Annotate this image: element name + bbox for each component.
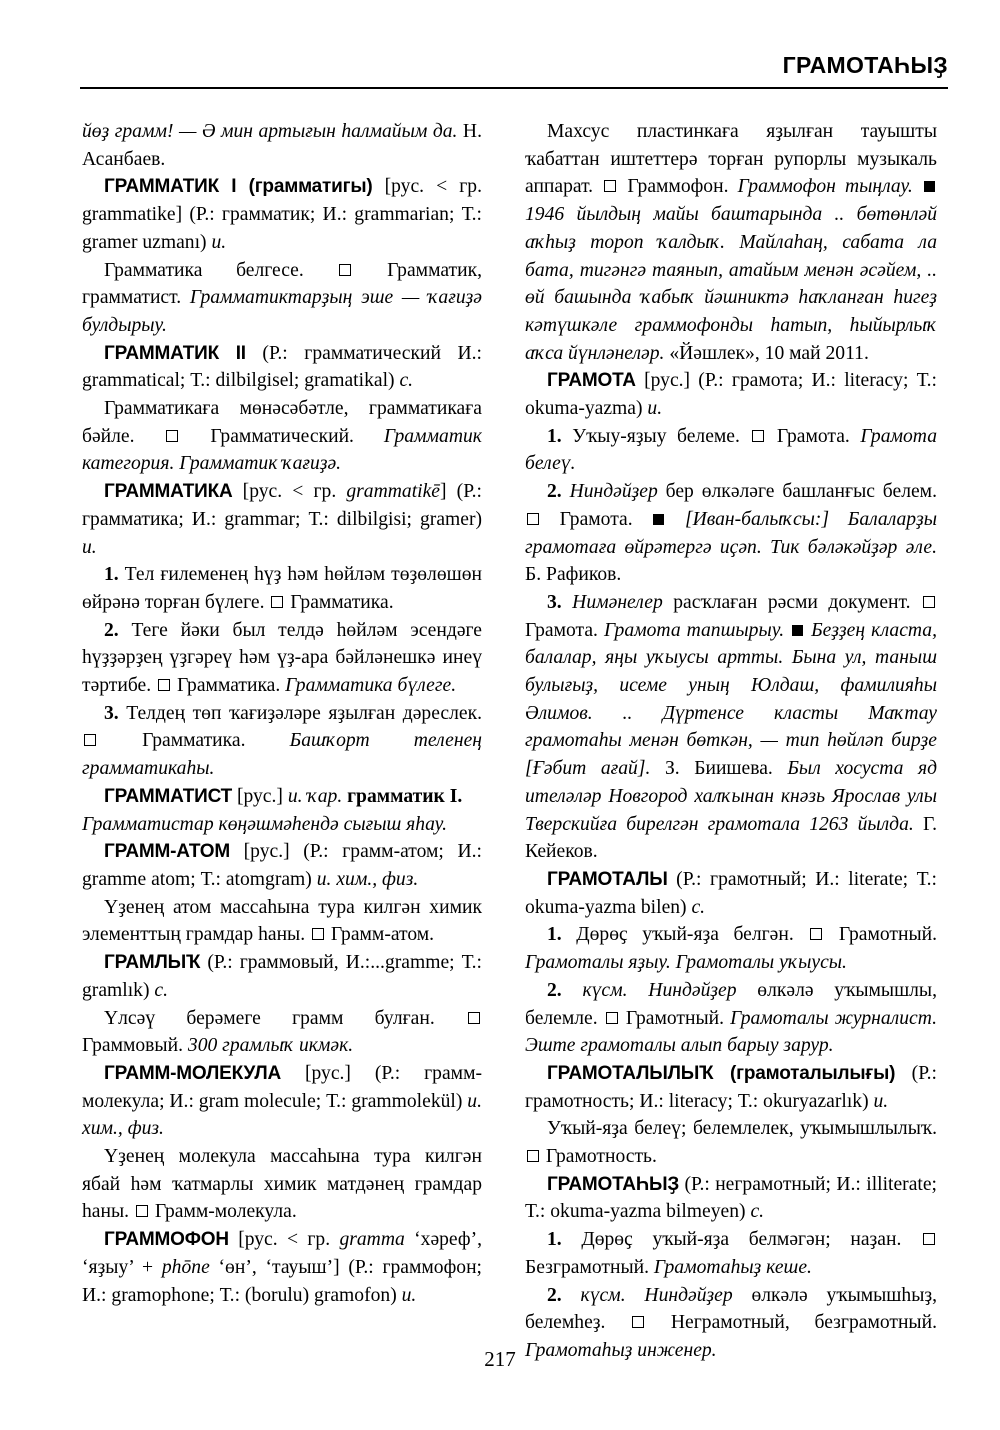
empty-square-icon bbox=[923, 596, 935, 608]
condition: Ниндәйҙер bbox=[625, 1284, 733, 1306]
entry-gramlyk bbox=[82, 949, 482, 1004]
empty-square-icon bbox=[136, 1205, 148, 1217]
condition: Ниндәйҙер bbox=[627, 979, 737, 1001]
definition: Грамматика белгесе. bbox=[104, 259, 304, 281]
example: Грамматик категория. Грамматик ҡағиҙә. bbox=[82, 425, 482, 475]
headword: ГРАМОТАЛЫ bbox=[547, 868, 668, 890]
cross-ref-label: ҡар. bbox=[302, 785, 343, 807]
filled-square-icon bbox=[792, 625, 803, 636]
empty-square-icon bbox=[527, 1150, 539, 1162]
translation: Грамм-атом. bbox=[326, 924, 435, 946]
definition: Үлсәү берәмеге грамм булған. bbox=[104, 1007, 435, 1029]
definition: Махсус пластинкаға яҙылған тауышты ҡабаттан иштеттерә торған рупорлы музыкаль аппарат. bbox=[525, 121, 937, 198]
part-of-speech: и. bbox=[211, 231, 227, 253]
entry-gramotaly bbox=[525, 866, 937, 921]
right-column bbox=[525, 118, 937, 1365]
empty-square-icon bbox=[166, 430, 178, 442]
sense-1 bbox=[525, 1226, 937, 1281]
sense-2 bbox=[525, 977, 937, 1060]
entry-gramotalylyk bbox=[525, 1060, 937, 1115]
sense-2 bbox=[525, 478, 937, 589]
entry-gramm-atom-def bbox=[82, 894, 482, 949]
sense-number: 3. bbox=[104, 702, 119, 724]
sense-2 bbox=[82, 617, 482, 700]
empty-square-icon bbox=[468, 1012, 480, 1024]
origin: (Р.: грамотность; И.: literacy; Т.: okuryazarlık) bbox=[525, 1062, 937, 1112]
definition: Телдең төп ҡағиҙәләре яҙылған дәреслек. bbox=[118, 702, 482, 724]
part-of-speech: с. bbox=[154, 979, 168, 1001]
cross-ref: грамматик I. bbox=[342, 785, 463, 807]
origin-word: phōne bbox=[161, 1256, 210, 1278]
definition: Дөрөҫ уҡый-яҙа белгән. bbox=[561, 924, 794, 946]
translation: Грамотный. bbox=[824, 924, 937, 946]
origin: [рус.] bbox=[232, 785, 288, 807]
sense-1 bbox=[82, 561, 482, 616]
definition: өлкәлә уҡымышһыҙ, белемһеҙ. bbox=[525, 1284, 937, 1334]
example: Грамматистар көңәшмәһендә сығыш яһау. bbox=[82, 813, 447, 835]
entry-continuation bbox=[82, 118, 482, 173]
example: Грамота тапшырыу. bbox=[603, 619, 785, 641]
page-number: 217 bbox=[484, 1347, 516, 1371]
part-of-speech: и. bbox=[873, 1090, 889, 1112]
translation: Грамотность. bbox=[541, 1146, 657, 1168]
part-of-speech: и. хим., физ. bbox=[316, 868, 419, 890]
origin: ‘хәреф’, ‘яҙыу’ + bbox=[82, 1229, 482, 1278]
origin: [рус.] (Р.: грамм-молекула; И.: gram molecule; Т.: grammolekül) bbox=[82, 1062, 482, 1112]
headword: ГРАМОТАЛЫЛЫҠ (грамоталылығы) bbox=[547, 1062, 896, 1084]
translation: Неграмотный, безграмотный. bbox=[646, 1312, 937, 1334]
example: Грамоталы журналист. Эште грамоталы алып барыу зарур. bbox=[525, 1007, 937, 1057]
origin: [рус. < гр. bbox=[228, 1229, 340, 1251]
filled-square-icon bbox=[653, 514, 664, 525]
empty-square-icon bbox=[84, 734, 96, 746]
entry-gramm-molekula-def bbox=[82, 1143, 482, 1226]
definition: Тел ғилеменең һүҙ һәм һөйләм төҙөлөшөн өйрәнә торған бүлеге. bbox=[82, 564, 482, 613]
sense-number: 2. bbox=[547, 979, 562, 1001]
definition: Грамматикаға мөнәсәбәтле, грамматикаға бәйле. bbox=[82, 398, 482, 447]
empty-square-icon bbox=[632, 1316, 644, 1328]
entry-gramm-molekula bbox=[82, 1060, 482, 1143]
example: Грамотаһыҙ инженер. bbox=[525, 1339, 717, 1361]
sense-number: 3. bbox=[547, 591, 562, 613]
translation: Грамотный. bbox=[619, 1007, 731, 1029]
part-of-speech: с. bbox=[399, 370, 414, 392]
part-of-speech: күсм. bbox=[561, 1284, 626, 1306]
definition: Уҡый-яҙа белеү; белемлелек, уҡымышлылыҡ. bbox=[547, 1118, 937, 1140]
origin: ] (Р.: грамматика; И.: grammar; Т.: dilbilgisi; gramer) bbox=[82, 481, 482, 530]
translation: Грамм-молекула. bbox=[149, 1201, 297, 1223]
headword: ГРАММАТИК I (грамматигы) bbox=[104, 176, 373, 198]
headword: ГРАМОТА bbox=[547, 370, 636, 392]
example: Беҙҙең класта, балалар, яңы уҡыусы артты. Бына ул, таныш булығыҙ, исеме уның Юлдаш, фамилияһы Әлимов. .. Дүртенсе класты Маҡтау грамотаһы менән бөткән, — тип һөйләп бирҙе [Ғәбит ағай]. bbox=[525, 619, 937, 780]
empty-square-icon bbox=[312, 928, 324, 940]
example: Был хосуста яд ителәләр Новгород халҡынан кнәзь Ярослав улы Тверскийға бирелгән грамотала 1263 йылда. bbox=[525, 758, 938, 835]
entry-grammatik-2 bbox=[82, 340, 482, 395]
origin: (Р.: неграмотный; И.: illiterate; Т.: okuma-yazma bilmeyen) bbox=[525, 1173, 937, 1223]
example: йөҙ грамм! — Ә мин артығын һалмайым да. bbox=[82, 121, 458, 142]
empty-square-icon bbox=[923, 1233, 935, 1245]
entry-gramota bbox=[525, 367, 937, 422]
example: Башҡорт теленең грамматикаһы. bbox=[82, 730, 482, 780]
example: Грамматиктарҙың эше — ҡағиҙә булдырыу. bbox=[82, 287, 482, 336]
example: 300 грамлыҡ икмәк. bbox=[187, 1035, 354, 1057]
definition: өлкәлә уҡымышлы, белемле. bbox=[525, 979, 937, 1029]
empty-square-icon bbox=[271, 596, 283, 608]
sense-number: 2. bbox=[547, 1284, 562, 1306]
origin: (Р.: граммовый, И.:...gramme; Т.: gramlık) bbox=[82, 952, 482, 1001]
running-header: ГРАМОТАҺЫҘ bbox=[782, 52, 948, 78]
translation: Грамматический. bbox=[180, 425, 384, 447]
definition: бер өлкәләге башланғыс белем. bbox=[657, 481, 937, 503]
empty-square-icon bbox=[158, 679, 170, 691]
entry-grammatik-2-def bbox=[82, 395, 482, 478]
translation: Граммофон. bbox=[618, 176, 738, 198]
entry-gramotalylyk-def bbox=[525, 1115, 937, 1170]
entry-grammofon-def bbox=[525, 118, 937, 367]
entry-gramm-atom bbox=[82, 838, 482, 893]
definition: Үҙенең атом массаһына тура килгән химик элементтың грамдар һаны. bbox=[82, 896, 482, 946]
example: Грамоталы яҙыу. Грамоталы уҡыусы. bbox=[525, 952, 847, 974]
part-of-speech: и. bbox=[82, 536, 97, 558]
origin: ‘өн’, ‘тауыш’] (Р.: граммофон; И.: gramophone; Т.: (borulu) gramofon) bbox=[82, 1256, 482, 1306]
translation: Грамматик, грамматист. bbox=[82, 259, 482, 309]
entry-grammatist-ex bbox=[82, 811, 482, 839]
source: «Йәшлек», 10 май 2011. bbox=[664, 342, 869, 364]
filled-square-icon bbox=[924, 181, 935, 192]
translation: Грамота. bbox=[541, 508, 652, 530]
part-of-speech: күсм. bbox=[561, 979, 628, 1001]
sense-number: 1. bbox=[547, 425, 562, 447]
translation: Грамота. bbox=[766, 425, 861, 447]
origin-word: gramma bbox=[339, 1229, 405, 1251]
entry-grammofon bbox=[82, 1226, 482, 1309]
sense-number: 2. bbox=[547, 481, 562, 503]
sense-1 bbox=[525, 423, 937, 478]
definition: Теге йәки был телдә һөйләм эсендәге һүҙҙәрҙең үҙгәреү һәм үҙ-ара бәйләнешкә инеү тәртибе. bbox=[82, 619, 482, 697]
definition: расҡлаған рәсми документ. bbox=[662, 591, 911, 613]
definition: Дөрөҫ уҡый-яҙа белмәгән; наҙан. bbox=[561, 1229, 902, 1251]
origin: [рус. < гр. bbox=[232, 481, 347, 503]
entry-gramotahyz bbox=[525, 1171, 937, 1226]
source: Б. Рафиков. bbox=[525, 564, 622, 586]
origin: [рус.] (Р.: грамм-атом; И.: gramme atom; Т.: atomgram) bbox=[82, 841, 482, 890]
origin: (Р.: грамотный; И.: literate; Т.: okuma-yazma bilen) bbox=[525, 868, 937, 918]
entry-grammatist bbox=[82, 783, 482, 811]
sense-number: 2. bbox=[104, 619, 119, 641]
entry-grammatik-1 bbox=[82, 173, 482, 256]
origin: [рус. < гр. grammatike] (Р.: грамматик; И.: grammarian; Т.: gramer uzmanı) bbox=[82, 176, 482, 253]
headword: ГРАММ-МОЛЕКУЛА bbox=[104, 1062, 282, 1084]
header-rule bbox=[80, 87, 948, 89]
empty-square-icon bbox=[339, 264, 351, 276]
sense-number: 1. bbox=[547, 924, 562, 946]
part-of-speech: и. bbox=[401, 1284, 417, 1306]
sense-number: 1. bbox=[104, 564, 119, 586]
sense-1 bbox=[525, 921, 937, 976]
headword: ГРАММАТИК II bbox=[104, 342, 246, 364]
translation: Грамота. bbox=[525, 619, 604, 641]
empty-square-icon bbox=[752, 430, 764, 442]
part-of-speech: с. bbox=[691, 896, 706, 918]
example: [Иван-балыҡсы:] Балаларҙы грамотаға өйрәтергә иҫәп. Тик бәләкәйҙәр әле. bbox=[525, 508, 937, 558]
entry-grammatik-1-def bbox=[82, 257, 482, 340]
empty-square-icon bbox=[527, 513, 539, 525]
translation: Грамматика. bbox=[172, 675, 286, 697]
headword: ГРАММАТИКА bbox=[104, 481, 233, 503]
part-of-speech: и. хим., физ. bbox=[82, 1090, 482, 1140]
headword: ГРАМОТАҺЫҘ bbox=[547, 1173, 680, 1195]
empty-square-icon bbox=[606, 1012, 618, 1024]
condition: Ниндәйҙер bbox=[561, 481, 658, 503]
translation: Грамматика. bbox=[285, 591, 394, 613]
condition: Нимәнелер bbox=[561, 591, 663, 613]
sense-3 bbox=[82, 700, 482, 783]
entry-grammatika bbox=[82, 478, 482, 561]
part-of-speech: и. bbox=[647, 398, 663, 420]
headword: ГРАМЛЫҠ bbox=[104, 952, 201, 974]
example: Грамотаһыҙ кеше. bbox=[653, 1256, 812, 1278]
part-of-speech: и. bbox=[287, 785, 303, 807]
headword: ГРАММОФОН bbox=[104, 1229, 229, 1251]
sense-number: 1. bbox=[547, 1229, 562, 1251]
empty-square-icon bbox=[604, 180, 616, 192]
example: Грамота белеү. bbox=[525, 425, 937, 475]
headword: ГРАММ-АТОМ bbox=[104, 841, 230, 863]
translation: Безграмотный. bbox=[525, 1256, 654, 1278]
sense-3 bbox=[525, 589, 937, 866]
origin: (Р.: грамматический И.: grammatical; Т.: dilbilgisel; gramatikal) bbox=[82, 342, 482, 392]
translation: Граммовый. bbox=[82, 1035, 188, 1057]
entry-gramlyk-def bbox=[82, 1005, 482, 1060]
example: Грамматика бүлеге. bbox=[285, 675, 457, 697]
left-column bbox=[82, 118, 482, 1309]
origin: [рус.] (Р.: грамота; И.: literacy; Т.: okuma-yazma) bbox=[525, 370, 937, 420]
example: Граммофон тыңлау. bbox=[737, 176, 913, 198]
definition: Үҙенең молекула массаһына тура килгән ябай һәм ҡатмарлы химик матдәнең грамдар һаны. bbox=[82, 1146, 482, 1223]
example: 1946 йылдың майы баштарында .. бөтөнләй аҡһыҙ тороп ҡалдыҡ. Майлаһаң, сабата ла бата, тигәнгә таянып, атайым менән әсәйем, .. өй башында ҡабыҡ йәшниктә һаҡланған һигеҙ кәтүшкәле граммофонды һатып, һыйырлыҡ аҡса йүнләнеләр. bbox=[525, 204, 937, 364]
part-of-speech: с. bbox=[750, 1201, 765, 1223]
source: Н. Асанбаев. bbox=[82, 121, 482, 170]
headword: ГРАММАТИСТ bbox=[104, 785, 233, 807]
empty-square-icon bbox=[810, 928, 822, 940]
origin-word: grammatikē bbox=[346, 481, 440, 503]
source: Г. Кейеков. bbox=[525, 813, 937, 863]
definition: Уҡыу-яҙыу белеме. bbox=[561, 425, 740, 447]
source: З. Биишева. bbox=[650, 758, 773, 780]
translation: Грамматика. bbox=[98, 730, 290, 752]
